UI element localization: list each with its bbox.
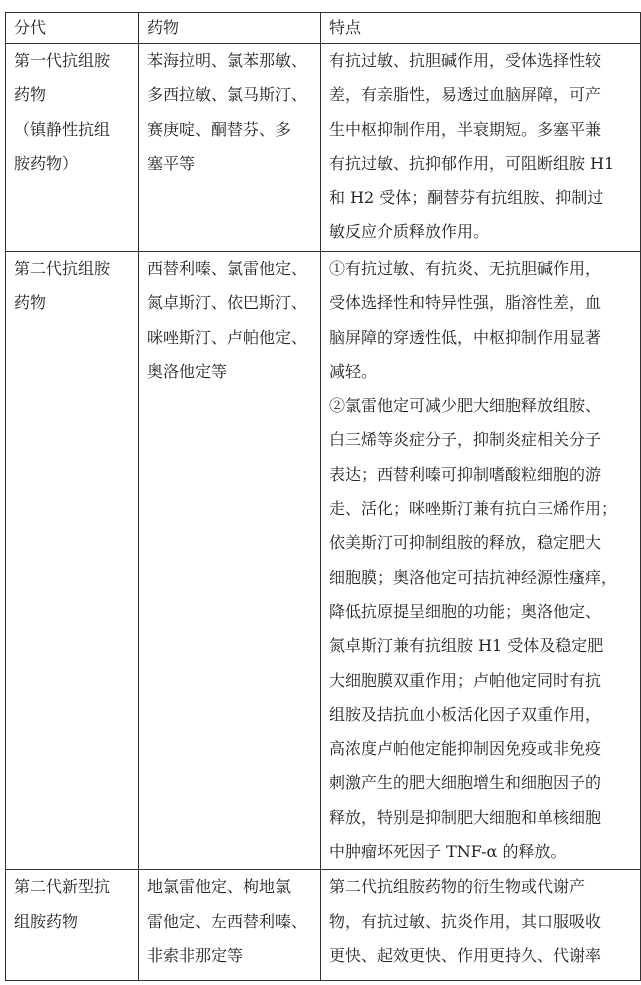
features-line: 有抗过敏、抗抑郁作用，可阻断组胺 H1 — [329, 153, 615, 173]
drugs-line: 西替利嗪、氯雷他定、 — [147, 259, 308, 278]
features-line: 差，有亲脂性，易透过血脑屏障，可产 — [329, 85, 602, 105]
drugs-line: 非索非那定等 — [147, 945, 244, 965]
features-line: 高浓度卢帕他定能抑制因免疫或非免疫 — [329, 739, 602, 759]
table-row — [6, 44, 641, 252]
features-line: 有抗过敏、抗胆碱作用，受体选择性较 — [329, 51, 602, 70]
generation-line: （镇静性抗组 — [14, 119, 111, 139]
features-line: 表达；西替利嗪可抑制嗜酸粒细胞的游 — [329, 464, 602, 484]
features-line: 大细胞膜双重作用；卢帕他定同时有抗 — [329, 670, 602, 690]
generation-line: 药物 — [14, 293, 47, 313]
drugs-line: 地氯雷他定、枸地氯 — [147, 877, 292, 897]
features-line: 组胺及拮抗血小板活化因子双重作用， — [329, 704, 602, 724]
generation-cell — [6, 870, 139, 981]
generation-line: 第二代抗组胺 — [14, 259, 111, 278]
features-line: 刺激产生的肥大细胞增生和细胞因子的 — [329, 773, 602, 793]
features-line: 更快、起效更快、作用更持久、代谢率 — [329, 945, 602, 965]
table-header-row — [6, 13, 641, 44]
header-generation: 分代 — [6, 13, 139, 44]
drugs-line: 氮卓斯汀、依巴斯汀、 — [147, 293, 308, 313]
features-line: 和 H2 受体；酮替芬有抗组胺、抑制过 — [329, 188, 604, 208]
features-line: 敏反应介质释放作用。 — [329, 222, 490, 242]
drugs-line: 赛庚啶、酮替芬、多 — [147, 119, 292, 139]
features-line: 依美斯汀可抑制组胺的释放，稳定肥大 — [329, 533, 602, 553]
header-drugs: 药物 — [139, 13, 321, 44]
features-line: 减轻。 — [329, 361, 378, 381]
features-line: 物，有抗过敏、抗炎作用，其口服吸收 — [329, 911, 602, 931]
features-line: 受体选择性和特异性强，脂溶性差，血 — [329, 293, 602, 313]
features-line: ②氯雷他定可减少肥大细胞释放组胺、 — [329, 396, 602, 416]
features-line: 走、活化；咪唑斯汀兼有抗白三烯作用； — [329, 499, 618, 519]
features-line: 释放，特别是抑制肥大细胞和单核细胞 — [329, 807, 602, 827]
generation-line: 组胺药物 — [14, 911, 79, 931]
features-line: 细胞膜；奥洛他定可拮抗神经源性瘙痒， — [329, 567, 618, 587]
drugs-line: 奥洛他定等 — [147, 361, 228, 381]
features-line: ①有抗过敏、有抗炎、无抗胆碱作用， — [329, 259, 602, 278]
features-cell — [321, 44, 641, 252]
features-cell — [321, 870, 641, 981]
table-row — [6, 870, 641, 981]
features-line: 降低抗原提呈细胞的功能；奥洛他定、 — [329, 601, 602, 621]
features-line: 白三烯等炎症分子，抑制炎症相关分子 — [329, 430, 602, 450]
features-line: 中肿瘤坏死因子 TNF-α 的释放。 — [329, 842, 567, 862]
drugs-line: 塞平等 — [147, 153, 196, 173]
drugs-line: 雷他定、左西替利嗪、 — [147, 911, 308, 931]
table-row — [6, 252, 641, 870]
drugs-cell — [139, 44, 321, 252]
generation-cell — [6, 44, 139, 252]
drugs-line: 咪唑斯汀、卢帕他定、 — [147, 327, 308, 347]
drugs-cell — [139, 252, 321, 870]
features-cell — [321, 252, 641, 870]
drugs-line: 多西拉敏、氯马斯汀、 — [147, 85, 308, 105]
drugs-line: 苯海拉明、氯苯那敏、 — [147, 51, 308, 70]
features-line: 第二代抗组胺药物的衍生物或代谢产 — [329, 877, 586, 897]
generation-cell — [6, 252, 139, 870]
features-line: 生中枢抑制作用，半衰期短。多塞平兼 — [329, 119, 602, 139]
antihistamine-table — [5, 12, 641, 981]
drugs-cell — [139, 870, 321, 981]
generation-line: 药物 — [14, 85, 47, 105]
generation-line: 第一代抗组胺 — [14, 51, 111, 70]
features-line: 脑屏障的穿透性低，中枢抑制作用显著 — [329, 327, 602, 347]
generation-line: 第二代新型抗 — [14, 877, 111, 897]
header-features: 特点 — [321, 13, 641, 44]
features-line: 氮卓斯汀兼有抗组胺 H1 受体及稳定肥 — [329, 636, 604, 656]
generation-line: 胺药物） — [14, 153, 79, 173]
